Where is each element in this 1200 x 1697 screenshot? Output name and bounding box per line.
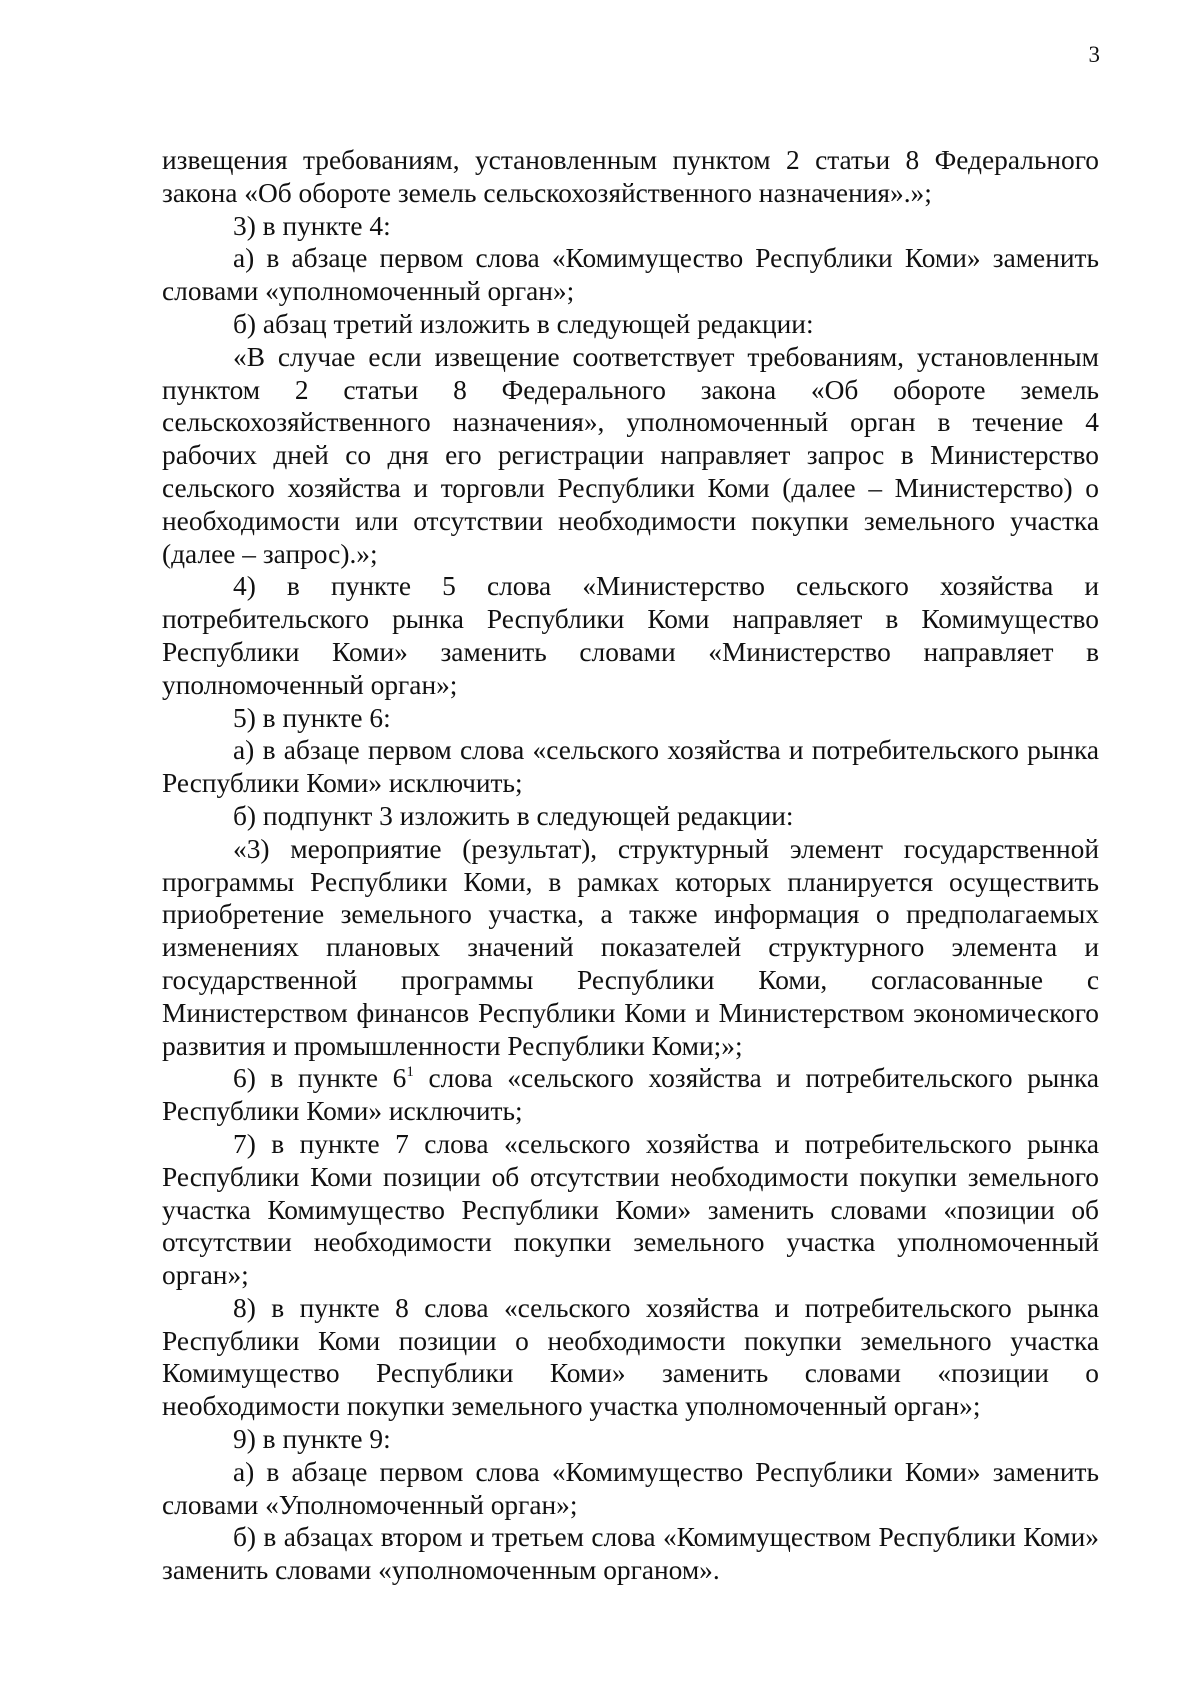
paragraph: 4) в пункте 5 слова «Министерство сельского хозяйства и потребительского рынка Республики Коми направляет в Комимущество Республики Коми» заменить словами «Министерство направляет в уполномоченный орган»; [162,571,1099,700]
paragraph: а) в абзаце первом слова «Комимущество Республики Коми» заменить словами «Уполномоченный орган»; [162,1456,1099,1520]
paragraph: а) в абзаце первом слова «сельского хозяйства и потребительского рынка Республики Коми» исключить; [162,735,1099,799]
paragraph: 5) в пункте 6: [233,702,391,733]
paragraph-text-start: 6) в пункте 6 [233,1063,407,1094]
paragraph: «3) мероприятие (результат), структурный элемент государственной программы Республики Коми, в рамках которых планируется осуществить приобретение земельного участка, а также информация о предполагаемых изменениях плановых значений показателей структурного элемента и государственной программы Республики Коми, согласованные с Министерством финансов Республики Коми и Министерством экономического развития и промышленности Республики Коми;»; [162,833,1099,1061]
paragraph [162,1062,1099,1128]
page-number: 3 [1088,42,1100,67]
paragraph: б) абзац третий изложить в следующей редакции: [233,308,814,339]
paragraph: б) в абзацах втором и третьем слова «Комимуществом Республики Коми» заменить словами «уполномоченным органом». [162,1522,1099,1586]
paragraph: 3) в пункте 4: [233,210,391,241]
paragraph: 9) в пункте 9: [233,1424,391,1455]
paragraph: 7) в пункте 7 слова «сельского хозяйства и потребительского рынка Республики Коми позиции об отсутствии необходимости покупки земельного участка Комимущество Республики Коми» заменить словами «позиции об отсутствии необходимости покупки земельного участка уполномоченный орган»; [162,1128,1099,1291]
superscript: 1 [406,1064,414,1081]
paragraph: 8) в пункте 8 слова «сельского хозяйства и потребительского рынка Республики Коми позиции о необходимости покупки земельного участка Комимущество Республики Коми» заменить словами «позиции о необходимости покупки земельного участка уполномоченный орган»; [162,1292,1099,1422]
paragraph-text-end: слова «сельского хозяйства и потребительского рынка Республики Коми» исключить; [162,1063,1100,1127]
document-body [162,144,1099,1587]
paragraph: а) в абзаце первом слова «Комимущество Республики Коми» заменить словами «уполномоченный орган»; [162,243,1099,307]
paragraph: б) подпункт 3 изложить в следующей редакции: [233,800,794,831]
paragraph: извещения требованиям, установленным пунктом 2 статьи 8 Федерального закона «Об обороте земель сельскохозяйственного назначения».»; [162,145,1099,208]
paragraph: «В случае если извещение соответствует требованиям, установленным пунктом 2 статьи 8 Федерального закона «Об обороте земель сельскохозяйственного назначения», уполномоченный орган в течение 4 рабочих дней со дня его регистрации направляет запрос в Министерство сельского хозяйства и торговли Республики Коми (далее – Министерство) о необходимости или отсутствии необходимости покупки земельного участка (далее – запрос).»; [162,341,1099,569]
